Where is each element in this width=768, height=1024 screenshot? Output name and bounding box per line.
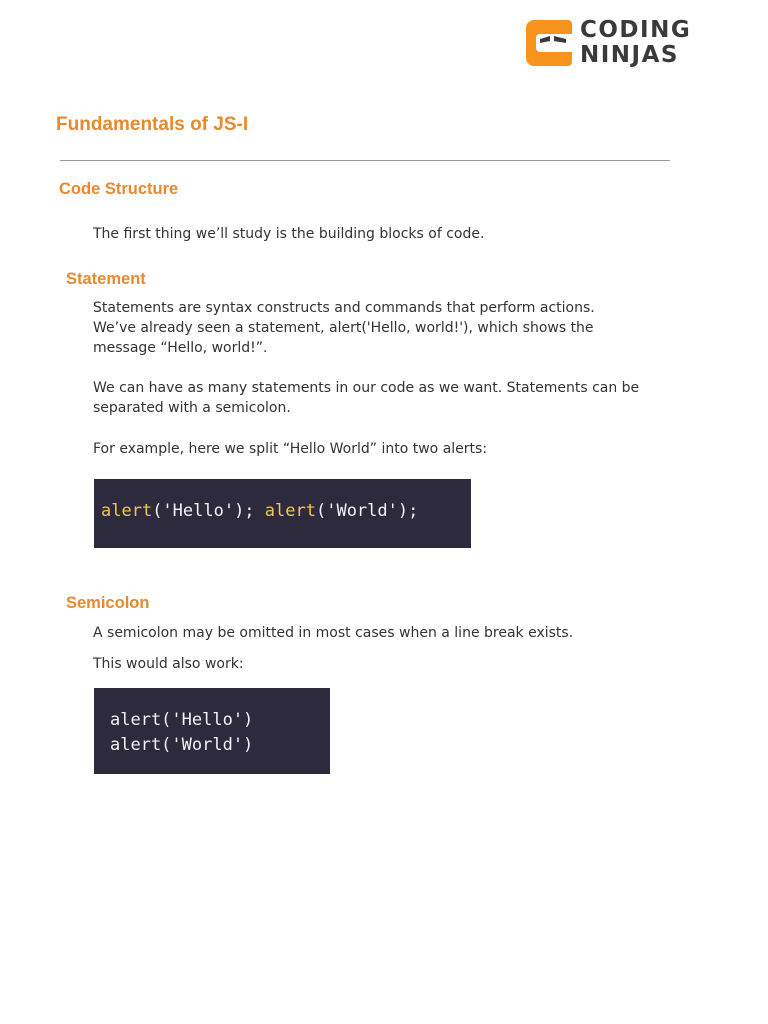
code-args: ('World'); — [315, 501, 419, 521]
paragraph-code-structure-intro: The first thing we’ll study is the building blocks of code. — [93, 226, 485, 242]
title-divider — [60, 160, 670, 161]
heading-semicolon: Semicolon — [66, 594, 150, 612]
heading-code-structure: Code Structure — [59, 180, 179, 198]
code-keyword: alert — [101, 501, 153, 521]
code-keyword: alert — [264, 501, 316, 521]
ninja-mask-icon — [526, 20, 572, 66]
document-title: Fundamentals of JS-I — [56, 114, 249, 135]
heading-statement: Statement — [66, 270, 146, 288]
code-block-inline-alerts — [94, 479, 471, 548]
code-line-1: alert('Hello') — [110, 710, 254, 730]
paragraph-statement-example: We’ve already seen a statement, alert('Hello, world!'), which shows the message “Hello, world!”. — [93, 320, 594, 356]
logo-line-1: CODING — [580, 17, 692, 43]
paragraph-statement-semicolon: We can have as many statements in our code as we want. Statements can be separated with a semicolon. — [93, 380, 640, 416]
paragraph-semicolon-also-work: This would also work: — [93, 656, 244, 672]
logo-wordmark — [580, 18, 691, 68]
paragraph-statement-split: For example, here we split “Hello World” into two alerts: — [93, 441, 488, 457]
logo-line-2: NINJAS — [580, 42, 679, 68]
paragraph-statement-definition: Statements are syntax constructs and commands that perform actions. — [93, 300, 595, 316]
paragraph-semicolon-omitted: A semicolon may be omitted in most cases when a line break exists. — [93, 625, 574, 641]
code-line-2: alert('World') — [110, 735, 254, 755]
coding-ninjas-logo — [526, 18, 696, 70]
code-block-multiline-alerts — [94, 688, 330, 774]
code-line — [101, 501, 418, 521]
code-args: ('Hello'); — [152, 501, 255, 521]
